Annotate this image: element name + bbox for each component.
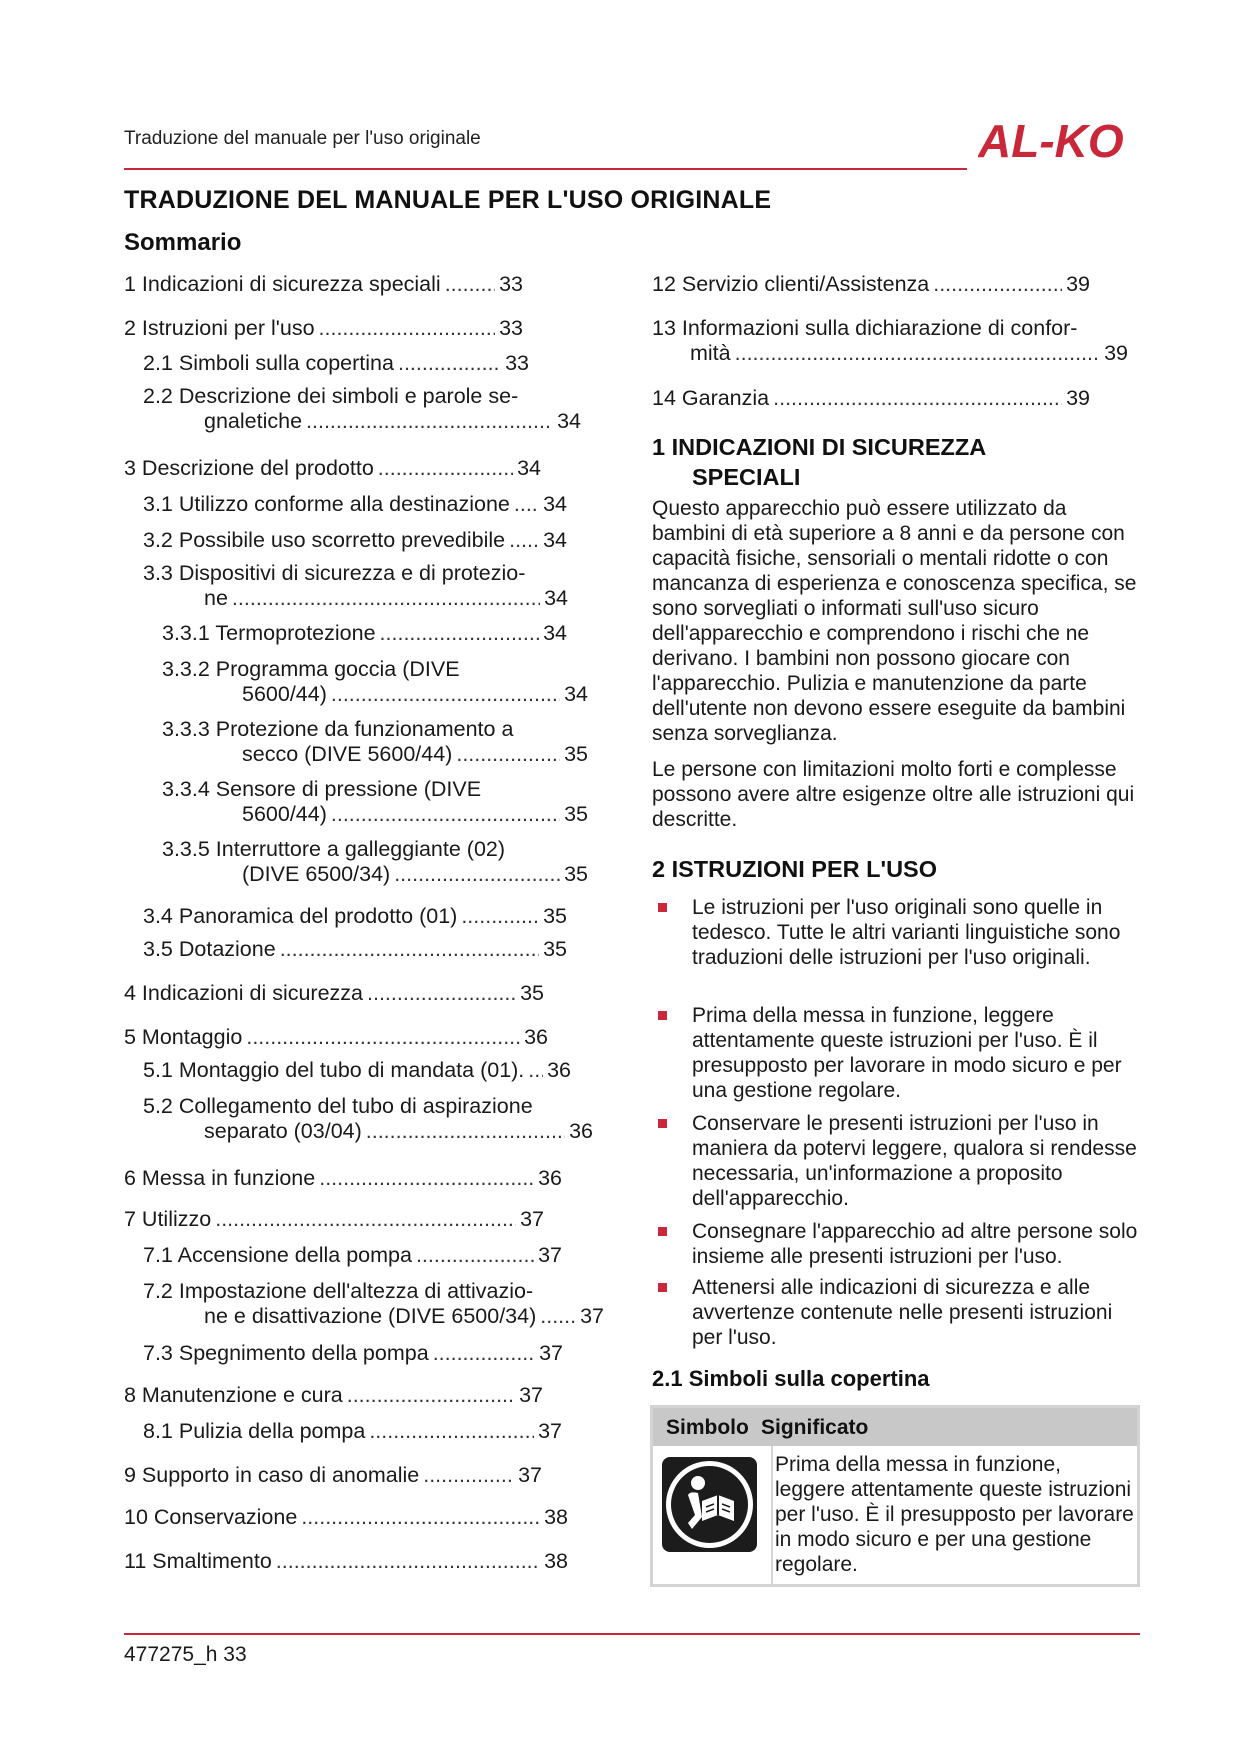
toc-leader-dots xyxy=(540,1304,576,1329)
toc-leader-dots xyxy=(394,862,560,887)
toc-entry-title-cont: ne e disattivazione (DIVE 6500/34) xyxy=(204,1304,537,1328)
header-text: Traduzione del manuale per l'uso originale xyxy=(124,128,481,149)
toc-entry-title: 5.1 Montaggio del tubo di mandata (01). xyxy=(143,1058,525,1082)
toc-entry xyxy=(143,1243,562,1268)
bullet-text: Conservare le presenti istruzioni per l'uso in maniera da potervi leggere, qualora si rendesse necessaria, un'informazione a proposito dell'apparecchio. xyxy=(692,1112,1137,1210)
toc-page-number: 36 xyxy=(569,1119,593,1143)
toc-entry-title: 3.3.4 Sensore di pressione (DIVE xyxy=(162,777,482,801)
toc-leader-dots xyxy=(528,1058,543,1083)
toc-entry-title: 3.2 Possibile uso scorretto prevedibile xyxy=(143,528,506,552)
col-header-symbol: Simbolo xyxy=(666,1416,749,1439)
toc-entry-title: 8 Manutenzione e cura xyxy=(124,1383,343,1407)
toc-leader-dots xyxy=(331,682,560,707)
toc-entry-title: 14 Garanzia xyxy=(652,386,770,410)
toc-page-number: 35 xyxy=(564,802,588,826)
toc-entry-title-cont: 5600/44) xyxy=(242,682,327,706)
bullet-text: Prima della messa in funzione, leggere attentamente queste istruzioni per l'uso. È il presupposto per lavorare in modo sicuro e per una gestione regolare. xyxy=(692,1004,1122,1102)
toc-entry xyxy=(124,1207,544,1232)
toc-entry xyxy=(162,777,588,827)
bullet-item xyxy=(652,1219,1142,1269)
toc-entry-title: 3.3.1 Termoprotezione xyxy=(162,621,376,645)
section1-paragraph-2: Le persone con limitazioni molto forti e complesse possono avere altre esigenze oltre alle istruzioni qui descritte. xyxy=(652,758,1135,831)
toc-entry-title: 7 Utilizzo xyxy=(124,1207,212,1231)
table-divider xyxy=(771,1446,773,1584)
toc-page-number: 37 xyxy=(518,1463,542,1487)
toc-page-number: 34 xyxy=(543,528,567,552)
toc-entry xyxy=(143,1279,604,1329)
toc-leader-dots xyxy=(319,316,496,341)
bullet-marker xyxy=(658,1119,667,1128)
bullet-marker xyxy=(658,1283,667,1292)
toc-page-number: 37 xyxy=(538,1419,562,1443)
toc-entry xyxy=(143,384,581,434)
toc-page-number: 34 xyxy=(544,586,568,610)
toc-entry-title: 9 Supporto in caso di anomalie xyxy=(124,1463,420,1487)
toc-entry-title: 1 Indicazioni di sicurezza speciali xyxy=(124,272,441,296)
toc-page-number: 35 xyxy=(564,742,588,766)
toc-entry-title: 8.1 Pulizia della pompa xyxy=(143,1419,366,1443)
toc-page-number: 37 xyxy=(520,1207,544,1231)
toc-leader-dots xyxy=(367,981,516,1006)
toc-page-number: 36 xyxy=(524,1025,548,1049)
footer-text: 477275_h 33 xyxy=(124,1643,247,1666)
bullet-text: Consegnare l'apparecchio ad altre persone solo insieme alle presenti istruzioni per l'uso. xyxy=(692,1220,1138,1268)
toc-leader-dots xyxy=(423,1463,514,1488)
toc-leader-dots xyxy=(347,1383,515,1408)
toc-page-number: 37 xyxy=(539,1341,563,1365)
symbols-table xyxy=(650,1405,1140,1587)
toc-entry xyxy=(124,981,544,1006)
toc-entry xyxy=(143,528,567,553)
toc-page-number: 33 xyxy=(505,351,529,375)
toc-entry-title: 2 Istruzioni per l'uso xyxy=(124,316,315,340)
toc-entry xyxy=(143,904,567,929)
toc-entry-title: 2.2 Descrizione dei simboli e parole se- xyxy=(143,384,519,408)
toc-page-number: 38 xyxy=(544,1505,568,1529)
toc-leader-dots xyxy=(509,528,539,553)
toc-page-number: 35 xyxy=(564,862,588,886)
brand-logo xyxy=(978,117,1140,163)
toc-leader-dots xyxy=(369,1419,534,1444)
toc-leader-dots xyxy=(398,351,501,376)
toc-entry xyxy=(143,561,568,611)
footer-rule xyxy=(124,1633,1140,1635)
toc-leader-dots xyxy=(301,1505,540,1530)
bullet-marker xyxy=(658,1011,667,1020)
toc-page-number: 37 xyxy=(519,1383,543,1407)
document-title: TRADUZIONE DEL MANUALE PER L'USO ORIGINALE xyxy=(124,186,772,214)
toc-entry xyxy=(143,937,567,962)
toc-entry xyxy=(124,1166,562,1191)
section2-heading: 2 ISTRUZIONI PER L'USO xyxy=(652,856,938,882)
toc-page-number: 36 xyxy=(538,1166,562,1190)
toc-entry-title-cont: mità xyxy=(690,341,731,365)
toc-leader-dots xyxy=(232,586,540,611)
toc-page-number: 34 xyxy=(543,492,567,516)
toc-entry xyxy=(143,351,529,376)
toc-entry xyxy=(124,1463,542,1488)
toc-heading: Sommario xyxy=(124,229,242,256)
toc-page-number: 37 xyxy=(538,1243,562,1267)
toc-leader-dots xyxy=(378,456,513,481)
toc-entry-title: 13 Informazioni sulla dichiarazione di confor- xyxy=(652,316,1078,340)
bullet-text: Le istruzioni per l'uso originali sono quelle in tedesco. Tutte le altri varianti linguistiche sono traduzioni delle istruzioni per l'uso originali. xyxy=(692,896,1121,969)
toc-entry-title: 3 Descrizione del prodotto xyxy=(124,456,374,480)
toc-leader-dots xyxy=(456,742,560,767)
toc-entry-title: 3.3.3 Protezione da funzionamento a xyxy=(162,717,514,741)
toc-entry-title: 3.1 Utilizzo conforme alla destinazione xyxy=(143,492,510,516)
toc-entry-title: 4 Indicazioni di sicurezza xyxy=(124,981,364,1005)
symbol-meaning-text: Prima della messa in funzione, leggere attentamente queste istruzioni per l'uso. È il presupposto per lavorare in modo sicuro e per una gestione regolare. xyxy=(775,1453,1134,1576)
section1-paragraph-1: Questo apparecchio può essere utilizzato da bambini di età superiore a 8 anni e da persone con capacità fisiche, sensoriali o mentali ridotte o con mancanza di esperienza e conoscenza specifica, se sono sorvegliati o informati sull'uso sicuro dell'apparecchio e comprendono i rischi che ne derivano. I bambini non possono giocare con l'apparecchio. Pulizia e manutenzione da parte dell'utente non devono essere eseguite da bambini senza sorveglianza. xyxy=(652,497,1137,745)
toc-entry xyxy=(124,1549,568,1574)
toc-entry xyxy=(124,316,523,341)
bullet-text: Attenersi alle indicazioni di sicurezza e alle avvertenze contenute nelle presenti istruzioni per l'uso. xyxy=(692,1276,1113,1349)
toc-page-number: 34 xyxy=(564,682,588,706)
toc-leader-dots xyxy=(331,802,560,827)
toc-entry-title: 11 Smaltimento xyxy=(124,1549,272,1573)
toc-entry-title: 3.3.2 Programma goccia (DIVE xyxy=(162,657,460,681)
toc-page-number: 37 xyxy=(580,1304,604,1328)
bullet-marker xyxy=(658,1227,667,1236)
toc-leader-dots xyxy=(416,1243,534,1268)
toc-page-number: 39 xyxy=(1066,272,1090,296)
toc-leader-dots xyxy=(461,904,539,929)
toc-entry xyxy=(652,386,1090,411)
toc-entry xyxy=(124,272,523,297)
toc-entry xyxy=(162,717,588,767)
toc-leader-dots xyxy=(380,621,540,646)
read-manual-icon xyxy=(662,1457,757,1552)
toc-entry-title: 7.2 Impostazione dell'altezza di attivazio- xyxy=(143,1279,534,1303)
toc-entry xyxy=(162,621,567,646)
toc-entry-title: 3.4 Panoramica del prodotto (01) xyxy=(143,904,458,928)
symbols-table-header xyxy=(653,1408,1137,1446)
toc-leader-dots xyxy=(306,409,553,434)
toc-entry-title-cont: ne xyxy=(204,586,228,610)
toc-leader-dots xyxy=(276,1549,540,1574)
bullet-item xyxy=(652,1111,1142,1211)
col-header-meaning: Significato xyxy=(761,1416,869,1439)
toc-page-number: 39 xyxy=(1104,341,1128,365)
toc-page-number: 35 xyxy=(520,981,544,1005)
toc-entry-title: 10 Conservazione xyxy=(124,1505,298,1529)
toc-leader-dots xyxy=(319,1166,534,1191)
toc-entry-title: 2.1 Simboli sulla copertina xyxy=(143,351,394,375)
toc-entry-title-cont: (DIVE 6500/34) xyxy=(242,862,391,886)
toc-entry xyxy=(143,1341,563,1366)
toc-entry-title: 3.3 Dispositivi di sicurezza e di protezio- xyxy=(143,561,526,585)
toc-entry-title-cont: 5600/44) xyxy=(242,802,327,826)
toc-page-number: 34 xyxy=(543,621,567,645)
toc-entry xyxy=(143,1419,562,1444)
subsection-2-1-heading: 2.1 Simboli sulla copertina xyxy=(652,1366,930,1391)
toc-page-number: 34 xyxy=(557,409,581,433)
section1-heading xyxy=(652,432,986,492)
bullet-item xyxy=(652,1275,1142,1350)
toc-entry xyxy=(162,837,588,887)
toc-page-number: 33 xyxy=(499,272,523,296)
toc-entry xyxy=(652,316,1128,366)
toc-entry xyxy=(143,1094,593,1144)
toc-entry-title: 5.2 Collegamento del tubo di aspirazione xyxy=(143,1094,533,1118)
toc-entry-title-cont: gnaletiche xyxy=(204,409,303,433)
toc-leader-dots xyxy=(215,1207,516,1232)
toc-leader-dots xyxy=(366,1119,565,1144)
toc-page-number: 33 xyxy=(499,316,523,340)
toc-entry-title: 3.5 Dotazione xyxy=(143,937,276,961)
toc-entry xyxy=(124,1505,568,1530)
toc-leader-dots xyxy=(933,272,1062,297)
toc-entry-title: 6 Messa in funzione xyxy=(124,1166,316,1190)
toc-page-number: 35 xyxy=(543,904,567,928)
toc-page-number: 36 xyxy=(547,1058,571,1082)
toc-entry-title-cont: separato (03/04) xyxy=(204,1119,362,1143)
toc-leader-dots xyxy=(445,272,495,297)
toc-page-number: 39 xyxy=(1066,386,1090,410)
toc-leader-dots xyxy=(735,341,1100,366)
toc-leader-dots xyxy=(773,386,1062,411)
bullet-item xyxy=(652,895,1142,970)
toc-leader-dots xyxy=(433,1341,535,1366)
toc-page-number: 35 xyxy=(543,937,567,961)
toc-entry xyxy=(143,1058,571,1083)
toc-entry-title: 5 Montaggio xyxy=(124,1025,243,1049)
section1-heading-line2: SPECIALI xyxy=(692,464,801,490)
toc-entry-title: 7.3 Spegnimento della pompa xyxy=(143,1341,429,1365)
toc-entry-title: 3.3.5 Interruttore a galleggiante (02) xyxy=(162,837,506,861)
toc-page-number: 34 xyxy=(517,456,541,480)
toc-leader-dots xyxy=(280,937,539,962)
toc-entry-title-cont: secco (DIVE 5600/44) xyxy=(242,742,453,766)
toc-leader-dots xyxy=(246,1025,520,1050)
toc-entry-title: 12 Servizio clienti/Assistenza xyxy=(652,272,930,296)
toc-entry xyxy=(124,456,541,481)
bullet-item xyxy=(652,1003,1142,1103)
toc-entry-title: 7.1 Accensione della pompa xyxy=(143,1243,412,1267)
toc-entry xyxy=(124,1025,548,1050)
bullet-marker xyxy=(658,903,667,912)
section1-heading-line1: 1 INDICAZIONI DI SICUREZZA xyxy=(652,434,987,460)
brand-text: AL-KO xyxy=(978,117,1124,163)
toc-page-number: 38 xyxy=(544,1549,568,1573)
toc-entry xyxy=(143,492,567,517)
toc-leader-dots xyxy=(514,492,539,517)
toc-entry xyxy=(652,272,1090,297)
toc-entry xyxy=(162,657,588,707)
toc-entry xyxy=(124,1383,543,1408)
header-rule xyxy=(124,168,967,170)
